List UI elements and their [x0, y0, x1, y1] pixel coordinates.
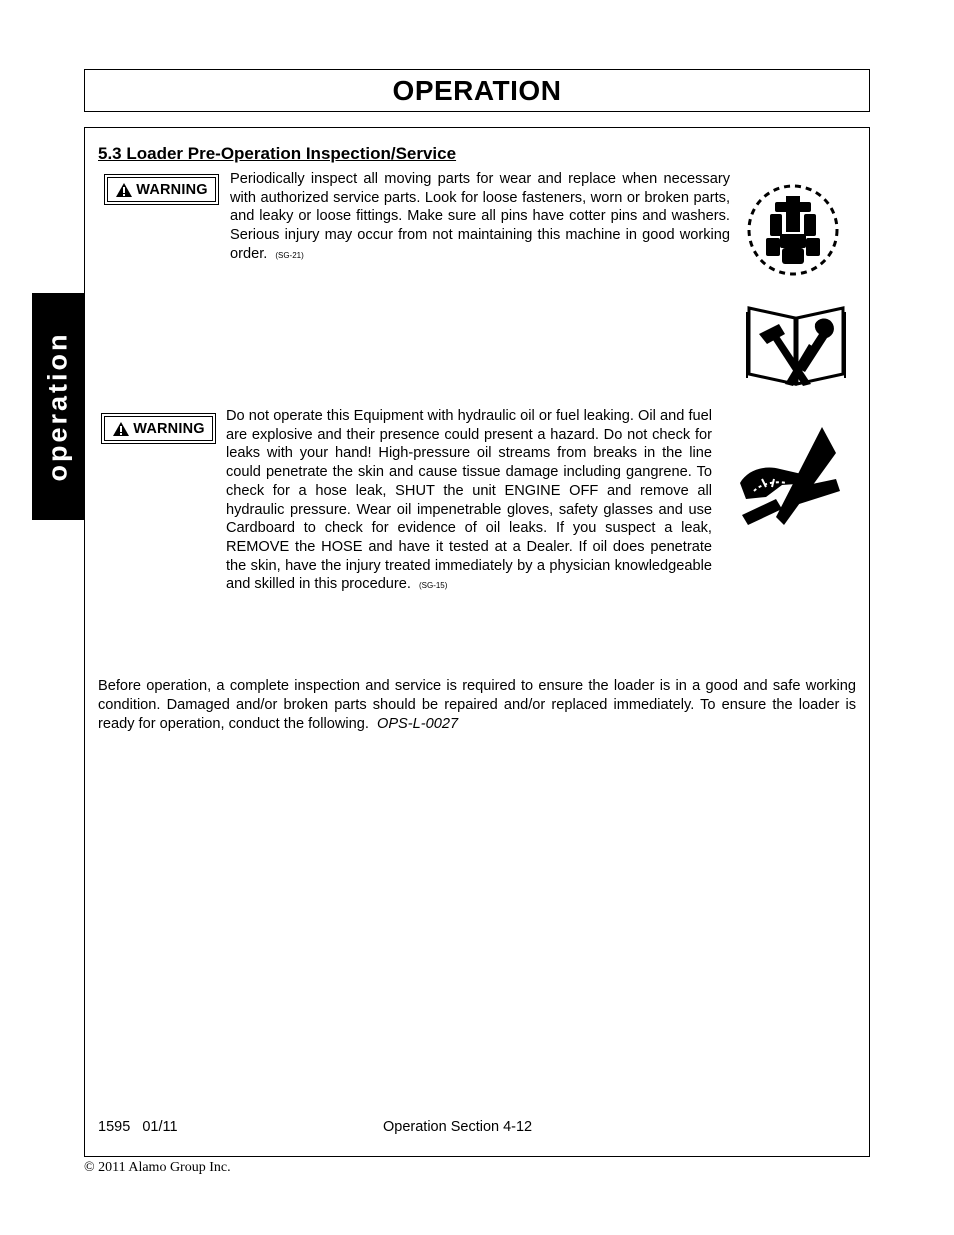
warning-triangle-icon [112, 421, 130, 437]
intro-reference: OPS-L-0027 [376, 716, 459, 732]
footer-model-date: 1595 01/11 [98, 1119, 178, 1135]
warning-text: WARNING [133, 420, 205, 437]
copyright: © 2011 Alamo Group Inc. [84, 1160, 231, 1175]
warning-body: Do not operate this Equipment with hydraulic oil or fuel leaking. Oil and fuel are explosive and their presence could present a hazard. Do not check for leaks with your hand! High-pressure oil streams from breaks in the line could penetrate the skin and cause tissue damage including gangrene. To check for a hose leak, SHUT the unit ENGINE OFF and remove all hydraulic pressure. Wear oil impenetrable gloves, safety glasses and use Cardboard to check for evidence of oil leaks. If you suspect a leak, REMOVE the HOSE and have it tested at a Dealer. If oil does penetrate the skin, have the injury treated immediately by a physician knowledgeable and skilled in this procedure. [226, 408, 712, 593]
page-title: OPERATION [392, 74, 562, 106]
hydraulic-injection-hand-icon [736, 425, 842, 533]
warning-body: Periodically inspect all moving parts for wear and replace when necessary with authorized service parts. Look for loose fasteners, worn or broken parts, and leaky or loose fittings. Make sure all pins have cotter pins and washers. Serious injury may occur from not maintaining this machine in good working order. [230, 171, 730, 262]
footer-page-number: Operation Section 4-12 [383, 1119, 533, 1135]
intro-paragraph [98, 677, 856, 734]
header-box [84, 69, 870, 112]
warning-code: (SG-15) [418, 581, 448, 591]
warning-paragraph [226, 407, 712, 596]
manual-tools-icon [745, 300, 847, 388]
warning-label [104, 174, 219, 205]
tractor-inspection-icon [742, 182, 844, 282]
warning-label [101, 413, 216, 444]
side-tab [32, 293, 84, 520]
warning-paragraph [230, 170, 730, 266]
warning-triangle-icon [115, 182, 133, 198]
warning-code: (SG-21) [275, 250, 304, 260]
side-tab-label: operation [42, 331, 73, 482]
warning-text: WARNING [136, 181, 208, 198]
intro-text: Before operation, a complete inspection and service is required to ensure the loader is in a good and safe working condition. Damaged and/or broken parts should be repaired and/or replaced immediately. To ensure the loader is ready for operation, conduct the following. [98, 678, 856, 732]
section-heading: 5.3 Loader Pre-Operation Inspection/Service [98, 144, 457, 163]
